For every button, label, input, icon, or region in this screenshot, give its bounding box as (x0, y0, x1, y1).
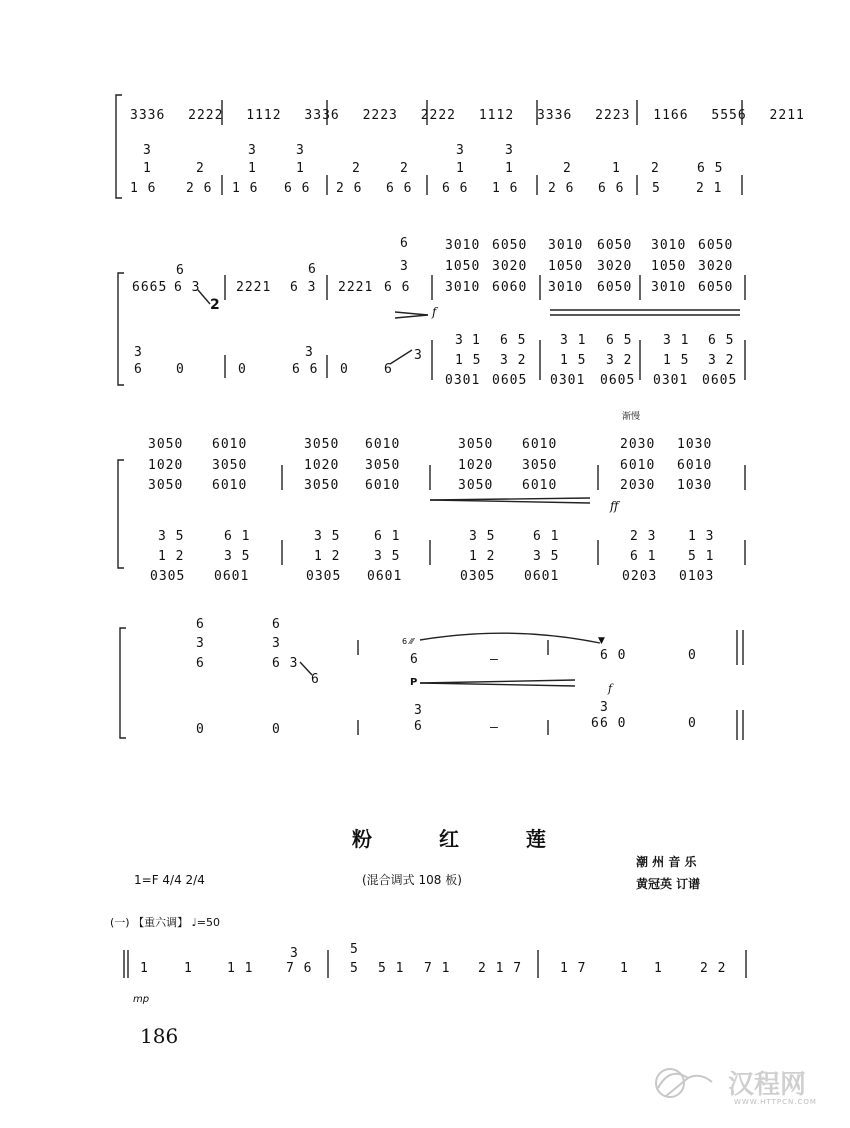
note: 0 (688, 648, 697, 663)
note-group: 1030 (677, 437, 713, 452)
note-group: 3336 (304, 108, 340, 123)
note-group: 3 5 (533, 549, 560, 564)
note: 6 (400, 236, 409, 251)
note: – (490, 720, 499, 735)
note-group: 3050 (212, 458, 248, 473)
note-group: 6050 (698, 280, 734, 295)
note-group: 6 5 (606, 333, 633, 348)
note-group: 3010 (548, 238, 584, 253)
note-group: 2 1 7 (478, 961, 523, 976)
note-group: 0305 (150, 569, 186, 584)
piece-title: 粉 红 莲 (352, 827, 576, 851)
note: 0 (688, 716, 697, 731)
note: 3 (455, 333, 464, 348)
note-group: 6010 (522, 478, 558, 493)
note: 3 (296, 143, 305, 158)
note-group: 6 1 (533, 529, 560, 544)
note-group: 6 6 (384, 280, 411, 295)
note-group: 6665 (132, 280, 168, 295)
dynamic-mark: f (432, 305, 437, 319)
note-group: 1 5 (663, 353, 690, 368)
genre: 潮 州 音 乐 (636, 855, 697, 869)
note: 1 (143, 161, 152, 176)
note: 3 (248, 143, 257, 158)
note: 2 (563, 161, 572, 176)
note-group: 3010 (445, 280, 481, 295)
note-group: 2 1 (696, 181, 723, 196)
note-group: 2 6 (186, 181, 213, 196)
note: 3 (196, 636, 205, 651)
note-group: 0605 (492, 373, 528, 388)
note-group: 6050 (492, 238, 528, 253)
system-brace (116, 95, 122, 198)
note-group: 2221 (236, 280, 272, 295)
note: 3 (143, 143, 152, 158)
note-group: 3 1 (560, 333, 587, 348)
note-group: 0305 (306, 569, 342, 584)
note-group: 3 2 (500, 353, 527, 368)
note: 1 (612, 161, 621, 176)
note-group: 7 6 (286, 961, 313, 976)
system-1-row-1 (130, 108, 805, 123)
note-group: 3 1 (663, 333, 690, 348)
note-group: 1166 (653, 108, 689, 123)
note-group: 1112 (246, 108, 282, 123)
note-group: 3 2 (708, 353, 735, 368)
note-group: 5 1 (378, 961, 405, 976)
note-group: 6010 (365, 437, 401, 452)
note-group: 6 6 (442, 181, 469, 196)
note: 2 (210, 297, 220, 313)
note-group: 6 0 (600, 648, 627, 663)
note-group: 6010 (212, 478, 248, 493)
note-group: 1 3 (688, 529, 715, 544)
note: 1 (184, 961, 193, 976)
note-group: 0301 (653, 373, 689, 388)
note-group: 6 6 (292, 362, 319, 377)
watermark-text: 汉程网 (728, 1070, 807, 1100)
note-group: 1020 (148, 458, 184, 473)
note-group: 3020 (597, 259, 633, 274)
note: 1 (140, 961, 149, 976)
note-group: 6060 (492, 280, 528, 295)
note-group: 6050 (597, 238, 633, 253)
note-group: 1020 (458, 458, 494, 473)
note: 3 (600, 700, 609, 715)
note: 1 (505, 161, 514, 176)
note: 6 (134, 362, 143, 377)
note-group: 6 1 (224, 529, 251, 544)
note: 3 (305, 345, 314, 360)
note-group: 2222 (188, 108, 224, 123)
note-group: 0203 (622, 569, 658, 584)
note-group: 6010 (677, 458, 713, 473)
note-group: 2223 (595, 108, 631, 123)
note-group: 1 6 (492, 181, 519, 196)
note-group: 3 5 (158, 529, 185, 544)
note-group: 3 5 (374, 549, 401, 564)
note-group: 6 5 (500, 333, 527, 348)
note-group: 1050 (548, 259, 584, 274)
note: 3 (414, 348, 423, 363)
note: 6 (308, 262, 317, 277)
note: 6 (384, 362, 393, 377)
note: 1 (296, 161, 305, 176)
note-group: 6010 (620, 458, 656, 473)
note: 1 (456, 161, 465, 176)
key-signature: 1=F 4/4 2/4 (134, 873, 205, 887)
note: 6 (176, 263, 185, 278)
note: 3 (456, 143, 465, 158)
system-4-lines (120, 628, 743, 740)
note-group: 1050 (651, 259, 687, 274)
note-group: 3050 (148, 437, 184, 452)
note-group: 1 2 (314, 549, 341, 564)
note: 3 (290, 946, 299, 961)
note-group: 1 2 (469, 549, 496, 564)
note-group: 2 6 (548, 181, 575, 196)
note-group: 3010 (651, 238, 687, 253)
note: 1 (654, 961, 663, 976)
note: 3 (400, 259, 409, 274)
note-group: 6010 (212, 437, 248, 452)
note-group: 3050 (304, 478, 340, 493)
note-group: 2222 (420, 108, 457, 123)
note-group: 0605 (702, 373, 738, 388)
note: 1 (248, 161, 257, 176)
note: 2 (400, 161, 409, 176)
note-group: 5 1 (688, 549, 715, 564)
note-group: 3 5 (469, 529, 496, 544)
note-group: 6 3 (290, 280, 317, 295)
grace-note: 6 ⁄⁄⁄ (402, 637, 414, 646)
note-group: 5 (652, 181, 661, 196)
section-label: (一) 【重六调】 ♩=50 (110, 916, 220, 929)
note-group: 2211 (769, 108, 805, 123)
note-group: 2 6 (336, 181, 363, 196)
note-group: 3050 (458, 478, 494, 493)
note-group: 3050 (365, 458, 401, 473)
note-group: 3 2 (606, 353, 633, 368)
note: 0 (340, 362, 349, 377)
note-group: 0601 (524, 569, 560, 584)
note-group: 3010 (445, 238, 481, 253)
note-group: 6050 (597, 280, 633, 295)
note: 3 (414, 703, 423, 718)
note-group: 6 1 (374, 529, 401, 544)
note-group: 1050 (445, 259, 481, 274)
note: 1 (472, 333, 481, 348)
note-group: 1020 (304, 458, 340, 473)
note: – (490, 652, 499, 667)
tempo-annotation: 渐慢 (622, 412, 641, 422)
note-group: 2030 (620, 478, 656, 493)
note-group: 6 3 (272, 656, 299, 671)
note-group: 1030 (677, 478, 713, 493)
note: 3 (272, 636, 281, 651)
note: 0 (196, 722, 205, 737)
note-group: 1 5 (455, 353, 482, 368)
note-group: 0103 (679, 569, 715, 584)
note-group: 3020 (698, 259, 734, 274)
note-group: 6 3 (174, 280, 201, 295)
note: 1 (620, 961, 629, 976)
dynamic-mark: P (410, 677, 418, 688)
note-group: 6010 (522, 437, 558, 452)
note-group: 6050 (698, 238, 734, 253)
note: 0 (176, 362, 185, 377)
note-group: 0301 (550, 373, 586, 388)
note: 3 (134, 345, 143, 360)
note-group: 1 6 (130, 181, 157, 196)
note-group: 0605 (600, 373, 636, 388)
note: 2 (352, 161, 361, 176)
dynamic-mark: f (608, 682, 613, 695)
note-group: 6 1 (630, 549, 657, 564)
note-group: 2223 (362, 108, 398, 123)
note: 2 (196, 161, 205, 176)
note-group: 2 2 (700, 961, 727, 976)
note-group: 3010 (651, 280, 687, 295)
note-group: 3050 (522, 458, 558, 473)
note-group: 7 1 (424, 961, 451, 976)
note: 6 5 (697, 161, 724, 176)
note-group: 6 5 (708, 333, 735, 348)
note-group: 1 6 (232, 181, 259, 196)
note-group: 3 5 (224, 549, 251, 564)
note-group: 6010 (365, 478, 401, 493)
note: 6 (272, 617, 281, 632)
note: 6 (591, 716, 600, 731)
note-group: 3336 (536, 108, 573, 123)
note: 3 (505, 143, 514, 158)
note-group: 3050 (458, 437, 494, 452)
note-group: 1 2 (158, 549, 185, 564)
note: 5 (350, 942, 359, 957)
note: 0 (272, 722, 281, 737)
note-group: 3050 (148, 478, 184, 493)
note: 0 (238, 362, 247, 377)
watermark-logo-icon (640, 1058, 730, 1108)
note: 2 (651, 161, 660, 176)
note-group: 1 7 (560, 961, 587, 976)
fermata-icon: ▼ (598, 636, 605, 646)
note-group: 6 6 (284, 181, 311, 196)
note-group: 3010 (548, 280, 584, 295)
note-group: 6 6 (386, 181, 413, 196)
note-group: 1 1 (227, 961, 254, 976)
note-group: 1112 (478, 108, 515, 123)
note-group: 3336 (130, 108, 166, 123)
note-group: 0601 (214, 569, 250, 584)
arranger: 黄冠英 订谱 (636, 877, 701, 891)
note: 6 (414, 719, 423, 734)
mode-and-tempo: (混合调式 108 板) (362, 873, 462, 887)
note-group: 3050 (304, 437, 340, 452)
note-group: 5556 (711, 108, 747, 123)
note-group: 3 5 (314, 529, 341, 544)
note-group: 6 0 (600, 716, 627, 731)
note-group: 0301 (445, 373, 481, 388)
watermark-url: WWW.HTTPCN.COM (734, 1098, 817, 1106)
page-number: 186 (140, 1024, 179, 1048)
note-group: 0601 (367, 569, 403, 584)
note-group: 1 5 (560, 353, 587, 368)
note: 5 (350, 961, 359, 976)
note: 6 (196, 656, 205, 671)
note-group: 6 6 (598, 181, 625, 196)
dynamic-mark: mp (133, 994, 150, 1005)
note-group: 2030 (620, 437, 656, 452)
note-group: 2 3 (630, 529, 657, 544)
note-group: 0305 (460, 569, 496, 584)
note: 6 (311, 672, 320, 687)
note-group: 3020 (492, 259, 528, 274)
note: 6 (410, 652, 419, 667)
dynamic-mark: ff (610, 499, 619, 513)
note-group: 2221 (338, 280, 374, 295)
note: 6 (196, 617, 205, 632)
